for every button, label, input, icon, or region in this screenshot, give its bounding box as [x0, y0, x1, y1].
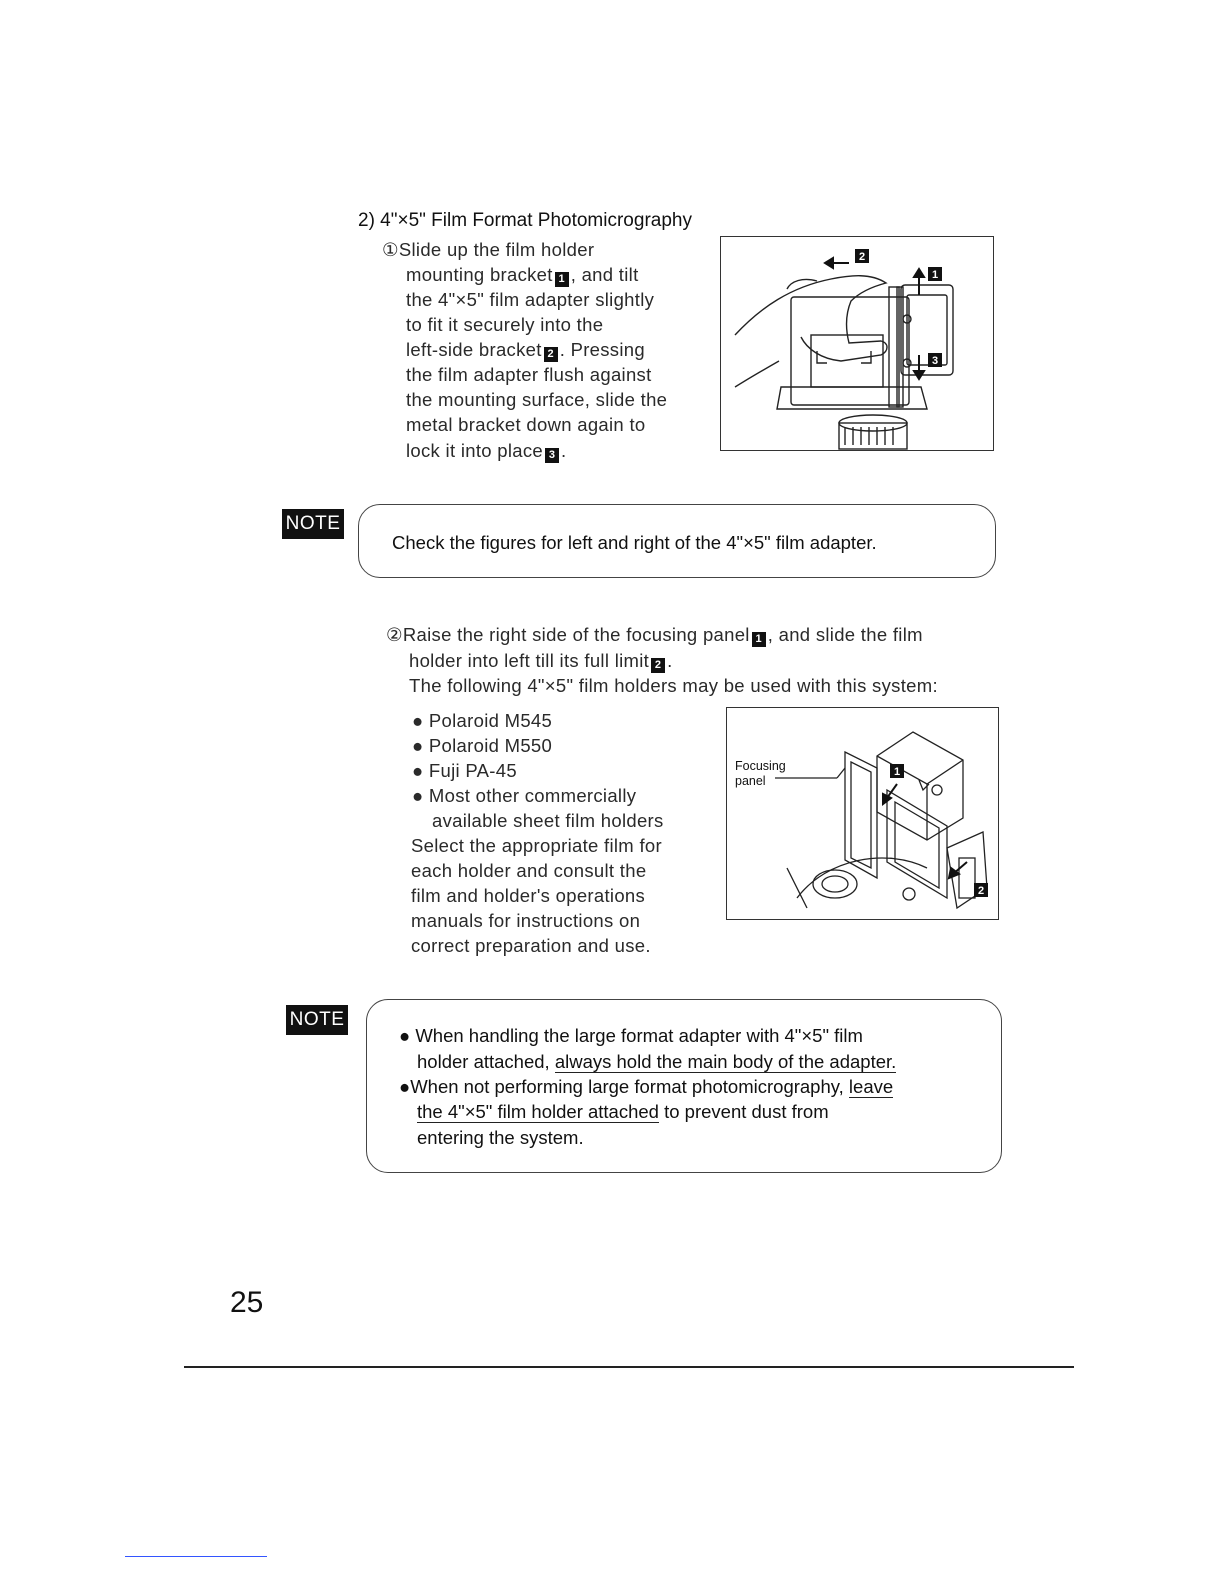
step2-para-line: correct preparation and use.	[411, 935, 651, 956]
marker-2: 2	[544, 347, 558, 362]
step2-line: holder into left till its full limit 2 .	[409, 650, 673, 671]
fig1-marker: 2	[858, 251, 866, 263]
marker-3: 3	[545, 448, 559, 463]
step1-line: to fit it securely into the	[406, 314, 604, 335]
panel-label: panel	[735, 774, 766, 788]
step2-line: The following 4"×5" film holders may be used with this system:	[409, 675, 938, 696]
step1-line: metal bracket down again to	[406, 414, 646, 435]
marker-1: 1	[752, 632, 766, 647]
footer-rule-short	[125, 1556, 267, 1557]
marker-1: 1	[555, 272, 569, 287]
fig2-marker: 2	[977, 885, 985, 897]
footer-rule	[184, 1366, 1074, 1368]
step1-line: ①Slide up the film holder	[382, 239, 595, 260]
focusing-label: Focusing	[735, 759, 786, 773]
note-box-1	[358, 504, 996, 578]
step1-line: lock it into place 3 .	[406, 440, 567, 461]
bullet-item: ● Fuji PA-45	[412, 760, 517, 781]
note2-bullet2-cont: the 4"×5" film holder attached to prevent dust from	[417, 1101, 829, 1122]
bullet-item: ● Polaroid M545	[412, 710, 553, 731]
page-number: 25	[230, 1286, 264, 1319]
fig1-marker: 3	[931, 355, 939, 367]
note2-bullet2-end: entering the system.	[417, 1127, 584, 1148]
note-box-2	[366, 999, 1002, 1173]
figure-film-adapter-mounting	[720, 236, 994, 451]
focusing-panel-illustration	[727, 708, 998, 919]
fig2-marker: 1	[893, 766, 901, 778]
note1-text: Check the figures for left and right of the 4"×5" film adapter.	[392, 532, 877, 553]
step2-para-line: manuals for instructions on	[411, 910, 641, 931]
step2-para-line: Select the appropriate film for	[411, 835, 662, 856]
step2-line: ②Raise the right side of the focusing panel 1 , and slide the film	[386, 624, 923, 645]
step1-line: the 4"×5" film adapter slightly	[406, 289, 655, 310]
marker-2: 2	[651, 658, 665, 673]
note2-bullet2: ●When not performing large format photomicrography, leave	[399, 1076, 894, 1097]
note2-bullet1-cont: holder attached, always hold the main body of the adapter.	[417, 1051, 897, 1072]
note-badge: NOTE	[286, 1005, 348, 1035]
step1-line: the film adapter flush against	[406, 364, 652, 385]
step1-line: mounting bracket 1 , and tilt	[406, 264, 639, 285]
adapter-illustration	[721, 237, 993, 450]
step2-para-line: film and holder's operations	[411, 885, 646, 906]
step2-para-line: each holder and consult the	[411, 860, 647, 881]
fig1-marker: 1	[931, 269, 939, 281]
note-badge: NOTE	[282, 509, 344, 539]
step1-line: left-side bracket 2 . Pressing	[406, 339, 645, 360]
bullet-item: ● Polaroid M550	[412, 735, 553, 756]
section-title: 2) 4"×5" Film Format Photomicrography	[358, 210, 692, 231]
bullet-cont: available sheet film holders	[432, 810, 664, 831]
figure-focusing-panel	[726, 707, 999, 920]
note2-bullet1: ● When handling the large format adapter with 4"×5" film	[399, 1025, 863, 1046]
step1-line: the mounting surface, slide the	[406, 389, 668, 410]
bullet-item: ● Most other commercially	[412, 785, 637, 806]
